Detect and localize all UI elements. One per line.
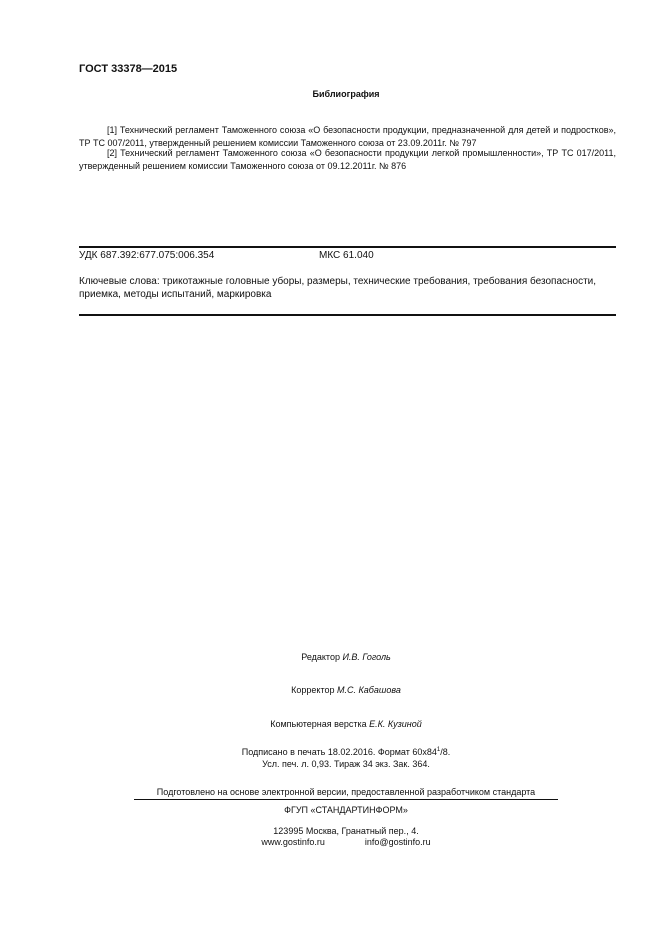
sheets-line: Усл. печ. л. 0,93. Тираж 34 экз. Зак. 364. [262, 759, 430, 769]
format-subscript: /8. [440, 747, 451, 757]
publisher-name: ФГУП «СТАНДАРТИНФОРМ» [284, 805, 408, 815]
divider-bottom [79, 314, 616, 316]
editor-line [0, 651, 661, 663]
imprint-divider [134, 799, 558, 800]
layout-line [0, 718, 661, 730]
publisher-contacts [0, 836, 661, 848]
udk-code: УДК 687.392:677.075:006.354 [79, 250, 215, 261]
signed-line [0, 746, 661, 758]
document-code: ГОСТ 33378—2015 [79, 63, 178, 75]
prepared-line: Подготовлено на основе электронной версии, предоставленной разработчиком стандарта [156, 787, 536, 797]
divider-top [79, 246, 616, 248]
email-link[interactable]: info@gostinfo.ru [364, 837, 431, 847]
publisher-address: 123995 Москва, Гранатный пер., 4. [273, 826, 419, 836]
editor-label: Редактор [301, 652, 340, 662]
corrector-line [0, 684, 661, 696]
format-superscript: 1 [436, 747, 441, 753]
bibliography-entry-2: [2] Технический регламент Таможенного союза «О безопасности продукции легкой промышленности», ТР ТС 017/2011, утвержденный решением комиссии Таможенного союза от 09.12.2011г. № 876 [79, 148, 616, 171]
bibliography-entry-1: [1] Технический регламент Таможенного союза «О безопасности продукции, предназначенной для детей и подростков», ТР ТС 007/2011, утвержденный решением комиссии Таможенного союза от 23.09.2011г. № 797 [79, 125, 616, 148]
mks-code: МКС 61.040 [319, 250, 374, 261]
signed-text: Подписано в печать 18.02.2016. Формат 60x84 [241, 747, 437, 757]
bibliography-title: Библиография [312, 89, 380, 99]
editor-name: И.В. Гоголь [342, 652, 391, 662]
layout-name: Е.К. Кузиной [369, 719, 422, 729]
layout-label: Компьютерная верстка [270, 719, 367, 729]
corrector-label: Корректор [291, 685, 335, 695]
website-link[interactable]: www.gostinfo.ru [261, 837, 325, 847]
keywords: Ключевые слова: трикотажные головные уборы, размеры, технические требования, требования безопасности, приемка, методы испытаний, маркировка [79, 276, 597, 300]
corrector-name: М.С. Кабашова [337, 685, 401, 695]
